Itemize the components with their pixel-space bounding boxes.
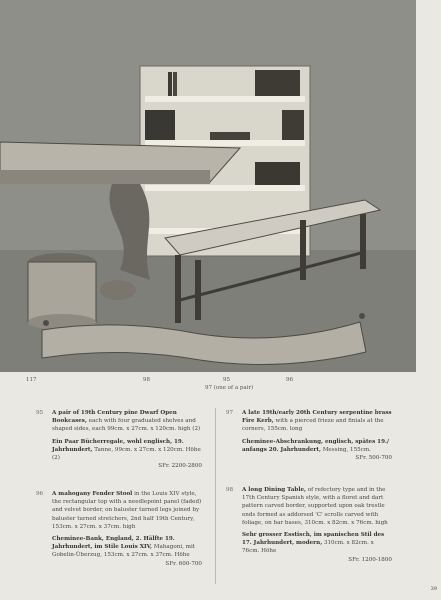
column-divider [215, 408, 216, 584]
coal-bucket [28, 253, 96, 330]
lot-title-de: Cheminee-Abschrankung, englisch, spätes 19./ anfangs 20. Jahrhundert, [242, 438, 389, 453]
lot-price: SFr. 500-700 [355, 455, 392, 462]
lot-title-de: Cheminee-Bank, England, 2. Hälfte 19. Jahrhundert, im Stile Louis XIV, [52, 536, 175, 551]
lot-body-de: 310cm. x 82cm. x 76cm. Höhe [242, 540, 374, 555]
lot-98 [226, 486, 392, 564]
lot-price: SFr. 2200-2800 [158, 463, 202, 470]
lot-body: in the Louis XIV style, the rectangular top with a needlepoint panel (faded) and velvet border, on baluster turned legs joined by baluster turned stretchers, 2nd half 19th Century, 153cm. x 27cm. x 37cm. high [52, 491, 202, 530]
lot-body-de: Mahagoni, mit Gobelin-Überzug, 153cm. x 27cm. x 37cm. Höhe [52, 544, 196, 559]
caption-95: 95 [223, 377, 230, 383]
lot-96 [36, 490, 202, 568]
lot-title-de: Sehr grosser Esstisch, im spanischen Stil des 17. Jahrhundert, modern, [242, 532, 385, 547]
lot-body: each with four graduated shelves and shaped sides, each 99cm. x 27cm. x 120cm. high (2) [52, 418, 201, 433]
caption-117: 117 [26, 377, 37, 383]
lot-number: 98 [226, 487, 234, 493]
lot-body-de: Tanne, 99cm. x 27cm. x 120cm. Höhe (2) [52, 446, 201, 462]
lot-body: with a pierced frieze and finials at the corners, 155cm. long [242, 418, 384, 433]
lot-price: SFr. 1200-1800 [348, 556, 392, 563]
lot-95 [36, 409, 202, 470]
caption-98: 98 [143, 377, 150, 383]
lot-body-de: Messing, 155cm. [322, 446, 371, 453]
caption-97: 97 (one of a pair) [205, 385, 254, 391]
lot-97 [226, 409, 392, 462]
lot-title: A pair of 19th Century pine Dwarf Open Bookcases, [52, 410, 177, 425]
lot-body: of refectory type and in the 17th Century Spanish style, with a floret and dart pattern carved border, supported upon oak trestle ends formed as addorsed 'C' scrolls carved with foliage, on bar bases, 310cm. x 82cm. x 76cm. high [242, 487, 388, 526]
lot-title: A late 19th/early 20th Century serpentine brass Fire Kerb, [242, 410, 392, 425]
lot-number: 97 [226, 410, 234, 416]
lot-price: SFr. 600-700 [165, 560, 202, 567]
lot-title: A long Dining Table, [242, 487, 306, 493]
lot-number: 95 [36, 410, 44, 416]
page-number: 39 [430, 586, 437, 592]
caption-96: 96 [286, 377, 293, 383]
lot-title: A mahogany Fender Stool [52, 491, 133, 497]
lot-number: 96 [36, 491, 44, 497]
photo-captions [0, 375, 441, 397]
lot-title-de: Ein Paar Bücherregale, wohl englisch, 19. Jahrhundert, [52, 438, 184, 453]
